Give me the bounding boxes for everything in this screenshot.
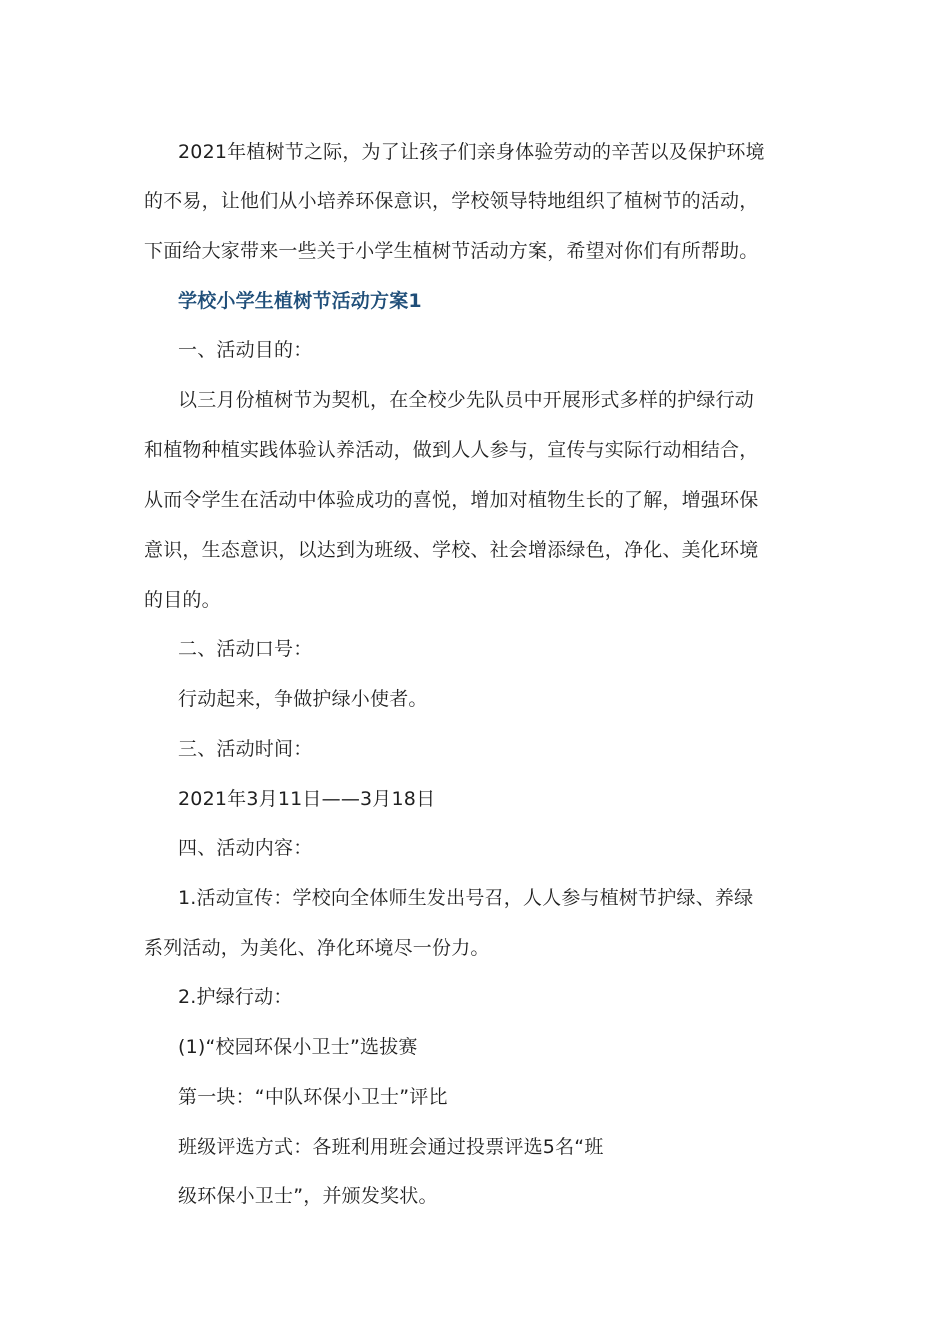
content-item-2: 2.护绿行动： [178, 986, 293, 1008]
content-item-1-line-2: 系列活动，为美化、净化环境尽一份力。 [144, 937, 490, 959]
method-line-2: 级环保小卫士”，并颁发奖状。 [178, 1185, 438, 1207]
purpose-heading: 一、活动目的： [178, 339, 313, 361]
content-item-1-line-1: 1.活动宣传：学校向全体师生发出号召，人人参与植树节护绿、养绿 [178, 887, 754, 909]
content-heading: 四、活动内容： [178, 837, 313, 859]
section-title: 学校小学生植树节活动方案1 [178, 290, 422, 312]
sub-item-1: (1)“校园环保小卫士”选拔赛 [178, 1036, 418, 1058]
purpose-line-3: 从而令学生在活动中体验成功的喜悦，增加对植物生长的了解，增强环保 [144, 489, 759, 511]
purpose-line-4: 意识，生态意识，以达到为班级、学校、社会增添绿色，净化、美化环境 [144, 539, 759, 561]
purpose-line-2: 和植物种植实践体验认养活动，做到人人参与，宣传与实际行动相结合， [144, 439, 759, 461]
method-line-1: 班级评选方式：各班利用班会通过投票评选5名“班 [178, 1136, 604, 1158]
slogan-text: 行动起来，争做护绿小使者。 [178, 688, 428, 710]
intro-line-3: 下面给大家带来一些关于小学生植树节活动方案，希望对你们有所帮助。 [144, 240, 759, 262]
purpose-line-5: 的目的。 [144, 589, 221, 611]
intro-line-2: 的不易，让他们从小培养环保意识，学校领导特地组织了植树节的活动， [144, 190, 759, 212]
time-heading: 三、活动时间： [178, 738, 313, 760]
time-text: 2021年3月11日——3月18日 [178, 788, 436, 810]
purpose-line-1: 以三月份植树节为契机，在全校少先队员中开展形式多样的护绿行动 [178, 389, 755, 411]
block-1: 第一块：“中队环保小卫士”评比 [178, 1086, 448, 1108]
slogan-heading: 二、活动口号： [178, 638, 313, 660]
intro-line-1: 2021年植树节之际，为了让孩子们亲身体验劳动的辛苦以及保护环境 [178, 141, 765, 163]
